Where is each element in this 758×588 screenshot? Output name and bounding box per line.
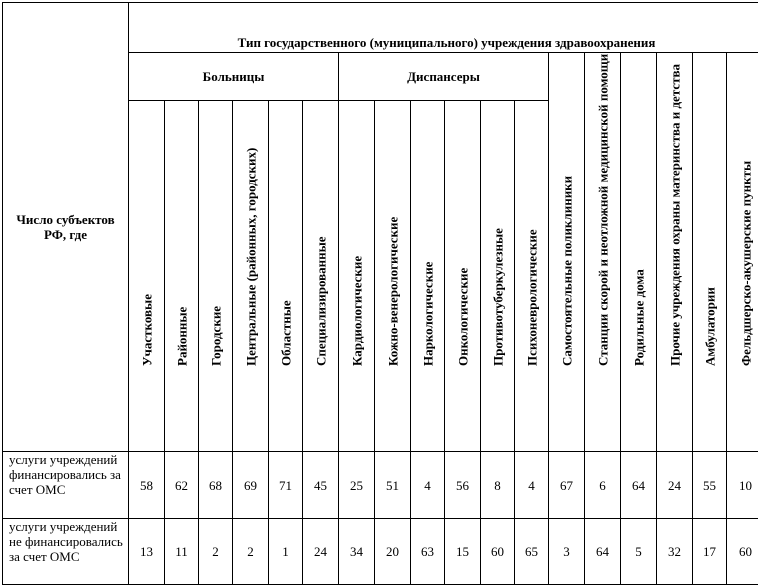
table-cell: 69 [233, 452, 269, 519]
col-header [165, 101, 199, 452]
table-cell: 3 [549, 519, 585, 585]
col-header [375, 101, 411, 452]
table-cell: 25 [339, 452, 375, 519]
col-header [585, 53, 621, 452]
table-cell: 58 [129, 452, 165, 519]
col-header [199, 101, 233, 452]
table-row [3, 452, 758, 519]
col-header-text: Специализированные [313, 236, 328, 366]
col-header-text: Родильные дома [631, 269, 646, 366]
col-header-text: Районные [174, 306, 189, 366]
col-header [515, 101, 549, 452]
col-header-text: Противотуберкулезные [490, 228, 505, 366]
col-header [693, 53, 727, 452]
table-cell: 64 [621, 452, 657, 519]
col-header-text: Самостоятельные поликлиники [559, 175, 574, 366]
table-cell: 4 [515, 452, 549, 519]
col-header-text: Центральные (районных, городских) [243, 147, 258, 366]
table-cell: 11 [165, 519, 199, 585]
col-header-text: Городские [208, 305, 223, 366]
col-header-text: Станции скорой и неотложной медицинской помощи [595, 53, 610, 366]
table-cell: 6 [585, 452, 621, 519]
col-header [411, 101, 445, 452]
table-cell: 5 [621, 519, 657, 585]
table-cell: 64 [585, 519, 621, 585]
col-header [129, 101, 165, 452]
table-cell: 34 [339, 519, 375, 585]
table-cell: 67 [549, 452, 585, 519]
col-header [233, 101, 269, 452]
row-label: услуги учреждений не финансировались за счет ОМС [3, 519, 129, 585]
col-header-text: Амбулатории [702, 287, 717, 366]
table-cell: 1 [269, 519, 303, 585]
table-cell: 65 [515, 519, 549, 585]
col-header-text: Прочие учреждения охраны материнства и детства [667, 63, 682, 366]
table-cell: 55 [693, 452, 727, 519]
table-cell: 20 [375, 519, 411, 585]
col-header [339, 101, 375, 452]
table-cell: 60 [481, 519, 515, 585]
col-header-text: Фельдшерско-акушерские пункты [738, 160, 754, 366]
col-header [269, 101, 303, 452]
main-header: Тип государственного (муниципального) учреждения здравоохранения [129, 3, 758, 53]
col-header [657, 53, 693, 452]
table-cell: 56 [445, 452, 481, 519]
table-cell: 51 [375, 452, 411, 519]
data-table [2, 2, 758, 585]
table-cell: 17 [693, 519, 727, 585]
col-header-text: Областные [278, 300, 293, 366]
col-header-text: Участковые [139, 294, 154, 366]
table-cell: 68 [199, 452, 233, 519]
table-cell: 24 [303, 519, 339, 585]
row-label: услуги учреждений финансировались за счет ОМС [3, 452, 129, 519]
table-cell: 4 [411, 452, 445, 519]
col-header [549, 53, 585, 452]
group-hospitals: Больницы [129, 53, 339, 101]
col-header-text: Кардиологические [349, 255, 364, 366]
table-cell: 45 [303, 452, 339, 519]
col-header [445, 101, 481, 452]
group-dispensaries: Диспансеры [339, 53, 549, 101]
col-header [727, 53, 758, 452]
col-header [303, 101, 339, 452]
table-cell: 15 [445, 519, 481, 585]
table-cell: 32 [657, 519, 693, 585]
table-cell: 2 [233, 519, 269, 585]
table-cell: 60 [727, 519, 758, 585]
col-header-text: Психоневрологические [524, 229, 539, 366]
table-cell: 62 [165, 452, 199, 519]
col-header-text: Онкологические [455, 267, 470, 366]
table-cell: 13 [129, 519, 165, 585]
table-cell: 71 [269, 452, 303, 519]
table-cell: 24 [657, 452, 693, 519]
col-header [481, 101, 515, 452]
table-row [3, 519, 758, 585]
col-header-text: Наркологические [420, 261, 435, 366]
col-header [621, 53, 657, 452]
table-cell: 8 [481, 452, 515, 519]
table-cell: 10 [727, 452, 758, 519]
table-cell: 63 [411, 519, 445, 585]
col-header-text: Кожно-венерологические [385, 216, 400, 366]
table-cell: 2 [199, 519, 233, 585]
corner-label: Число субъектов РФ, где [3, 3, 129, 452]
